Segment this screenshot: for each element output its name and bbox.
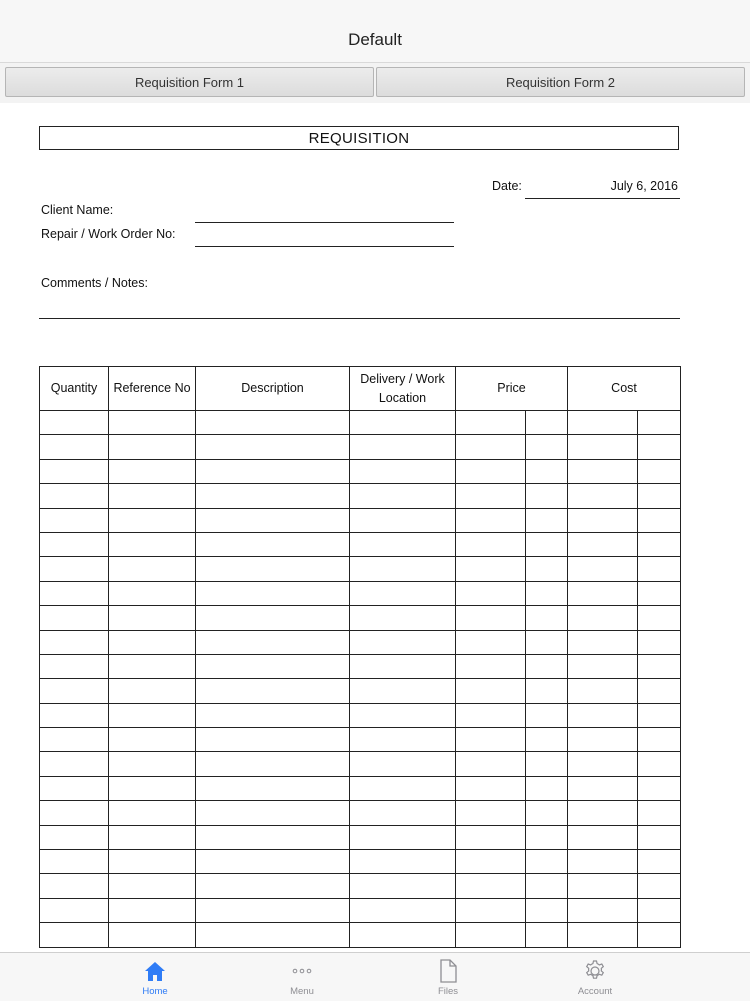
- table-row: [40, 654, 681, 678]
- table-cell[interactable]: [196, 557, 350, 581]
- table-cell[interactable]: [568, 508, 638, 532]
- table-cell[interactable]: [456, 874, 526, 898]
- table-cell[interactable]: [196, 874, 350, 898]
- work-order-field[interactable]: [195, 246, 454, 247]
- table-cell[interactable]: [40, 435, 109, 459]
- tab-files-label: Files: [437, 986, 459, 997]
- table-cell[interactable]: [638, 776, 681, 800]
- table-cell[interactable]: [568, 752, 638, 776]
- table-cell[interactable]: [638, 679, 681, 703]
- table-cell[interactable]: [109, 752, 196, 776]
- table-cell[interactable]: [109, 850, 196, 874]
- table-cell[interactable]: [568, 411, 638, 435]
- table-cell[interactable]: [568, 679, 638, 703]
- tab-home-label: Home: [142, 986, 168, 997]
- table-cell[interactable]: [456, 411, 526, 435]
- table-cell[interactable]: [568, 776, 638, 800]
- table-cell[interactable]: [350, 923, 456, 947]
- table-cell[interactable]: [568, 606, 638, 630]
- requisition-document: [0, 104, 750, 952]
- column-header-description: Description: [196, 367, 350, 411]
- table-cell[interactable]: [109, 776, 196, 800]
- table-cell[interactable]: [196, 606, 350, 630]
- table-cell[interactable]: [109, 557, 196, 581]
- table-cell[interactable]: [526, 728, 568, 752]
- table-cell[interactable]: [196, 630, 350, 654]
- table-cell[interactable]: [638, 898, 681, 922]
- tab-menu[interactable]: [242, 953, 362, 1001]
- table-cell[interactable]: [40, 411, 109, 435]
- table-cell[interactable]: [196, 484, 350, 508]
- table-cell[interactable]: [526, 898, 568, 922]
- table-cell[interactable]: [526, 874, 568, 898]
- table-row: [40, 459, 681, 483]
- table-cell[interactable]: [40, 606, 109, 630]
- table-cell[interactable]: [526, 557, 568, 581]
- table-row: [40, 752, 681, 776]
- table-cell[interactable]: [40, 776, 109, 800]
- table-cell[interactable]: [456, 825, 526, 849]
- table-cell[interactable]: [109, 825, 196, 849]
- column-header-reference-no: Reference No: [109, 367, 196, 411]
- table-cell[interactable]: [196, 435, 350, 459]
- table-cell[interactable]: [526, 654, 568, 678]
- table-cell[interactable]: [638, 581, 681, 605]
- table-cell[interactable]: [40, 679, 109, 703]
- table-cell[interactable]: [638, 923, 681, 947]
- table-cell[interactable]: [350, 654, 456, 678]
- date-underline: [525, 198, 680, 199]
- table-row: [40, 679, 681, 703]
- table-cell[interactable]: [638, 728, 681, 752]
- date-value[interactable]: July 6, 2016: [610, 179, 678, 193]
- table-cell[interactable]: [526, 581, 568, 605]
- table-cell[interactable]: [526, 411, 568, 435]
- table-cell[interactable]: [40, 630, 109, 654]
- table-cell[interactable]: [568, 728, 638, 752]
- table-cell[interactable]: [109, 484, 196, 508]
- table-cell[interactable]: [526, 801, 568, 825]
- table-cell[interactable]: [568, 850, 638, 874]
- table-cell[interactable]: [638, 850, 681, 874]
- table-cell[interactable]: [638, 532, 681, 556]
- table-cell[interactable]: [638, 557, 681, 581]
- table-cell[interactable]: [456, 484, 526, 508]
- table-cell[interactable]: [526, 923, 568, 947]
- table-cell[interactable]: [456, 923, 526, 947]
- table-cell[interactable]: [350, 557, 456, 581]
- table-cell[interactable]: [526, 752, 568, 776]
- table-cell[interactable]: [638, 874, 681, 898]
- table-cell[interactable]: [456, 435, 526, 459]
- table-row: [40, 923, 681, 947]
- table-cell[interactable]: [196, 411, 350, 435]
- table-cell[interactable]: [350, 850, 456, 874]
- table-cell[interactable]: [109, 728, 196, 752]
- table-cell[interactable]: [568, 630, 638, 654]
- table-cell[interactable]: [526, 484, 568, 508]
- gear-icon: [583, 958, 607, 984]
- table-cell[interactable]: [109, 411, 196, 435]
- table-cell[interactable]: [109, 923, 196, 947]
- client-name-field[interactable]: [195, 222, 454, 223]
- table-cell[interactable]: [40, 581, 109, 605]
- table-cell[interactable]: [196, 679, 350, 703]
- table-cell[interactable]: [350, 801, 456, 825]
- table-cell[interactable]: [350, 703, 456, 727]
- table-cell[interactable]: [109, 801, 196, 825]
- column-header-price: Price: [456, 367, 568, 411]
- table-cell[interactable]: [526, 679, 568, 703]
- table-cell[interactable]: [638, 606, 681, 630]
- table-cell[interactable]: [40, 703, 109, 727]
- table-cell[interactable]: [350, 508, 456, 532]
- table-cell[interactable]: [638, 411, 681, 435]
- table-cell[interactable]: [638, 703, 681, 727]
- table-row: [40, 728, 681, 752]
- table-cell[interactable]: [456, 654, 526, 678]
- table-cell[interactable]: [456, 679, 526, 703]
- table-cell[interactable]: [526, 508, 568, 532]
- form-selector: [0, 63, 750, 103]
- table-cell[interactable]: [456, 508, 526, 532]
- table-cell[interactable]: [40, 898, 109, 922]
- table-cell[interactable]: [568, 435, 638, 459]
- table-cell[interactable]: [568, 557, 638, 581]
- table-cell[interactable]: [196, 776, 350, 800]
- more-dots-icon: [290, 958, 314, 984]
- table-cell[interactable]: [109, 508, 196, 532]
- table-row: [40, 801, 681, 825]
- tab-menu-label: Menu: [290, 986, 314, 997]
- table-row: [40, 898, 681, 922]
- table-cell[interactable]: [456, 532, 526, 556]
- table-cell[interactable]: [456, 581, 526, 605]
- table-cell[interactable]: [350, 484, 456, 508]
- table-cell[interactable]: [40, 459, 109, 483]
- table-cell[interactable]: [350, 679, 456, 703]
- table-cell[interactable]: [456, 703, 526, 727]
- table-cell[interactable]: [350, 874, 456, 898]
- tab-files[interactable]: [388, 953, 508, 1001]
- table-cell[interactable]: [456, 898, 526, 922]
- column-header-quantity: Quantity: [40, 367, 109, 411]
- table-body: [40, 411, 681, 948]
- table-cell[interactable]: [350, 825, 456, 849]
- table-cell[interactable]: [109, 898, 196, 922]
- table-cell[interactable]: [40, 532, 109, 556]
- table-cell[interactable]: [638, 484, 681, 508]
- client-name-label: Client Name:: [41, 203, 114, 217]
- table-cell[interactable]: [109, 581, 196, 605]
- table-row: [40, 532, 681, 556]
- file-icon: [438, 958, 458, 984]
- table-cell[interactable]: [568, 703, 638, 727]
- table-cell[interactable]: [568, 484, 638, 508]
- table-row: [40, 606, 681, 630]
- table-cell[interactable]: [456, 801, 526, 825]
- table-cell[interactable]: [109, 630, 196, 654]
- table-row: [40, 874, 681, 898]
- table-cell[interactable]: [109, 654, 196, 678]
- segment-requisition-form-1[interactable]: Requisition Form 1: [5, 67, 374, 97]
- table-row: [40, 703, 681, 727]
- table-cell[interactable]: [196, 508, 350, 532]
- column-header-delivery-location: Delivery / Work Location: [350, 367, 456, 411]
- table-cell[interactable]: [109, 703, 196, 727]
- table-cell[interactable]: [526, 630, 568, 654]
- table-cell[interactable]: [526, 532, 568, 556]
- column-header-cost: Cost: [568, 367, 681, 411]
- table-row: [40, 825, 681, 849]
- table-cell[interactable]: [196, 898, 350, 922]
- table-cell[interactable]: [638, 435, 681, 459]
- navigation-bar: [0, 0, 750, 63]
- table-header-row: [40, 367, 681, 411]
- home-icon: [143, 958, 167, 984]
- table-cell[interactable]: [109, 435, 196, 459]
- table-cell[interactable]: [638, 801, 681, 825]
- table-cell[interactable]: [638, 508, 681, 532]
- table-row: [40, 411, 681, 435]
- table-cell[interactable]: [40, 557, 109, 581]
- table-cell[interactable]: [109, 532, 196, 556]
- table-cell[interactable]: [40, 874, 109, 898]
- table-cell[interactable]: [526, 776, 568, 800]
- table-cell[interactable]: [40, 801, 109, 825]
- table-cell[interactable]: [568, 581, 638, 605]
- table-cell[interactable]: [109, 606, 196, 630]
- table-cell[interactable]: [526, 435, 568, 459]
- table-cell[interactable]: [638, 630, 681, 654]
- table-cell[interactable]: [350, 728, 456, 752]
- date-label: Date:: [492, 179, 522, 193]
- table-cell[interactable]: [350, 581, 456, 605]
- table-row: [40, 484, 681, 508]
- tab-home[interactable]: [95, 953, 215, 1001]
- form-title: REQUISITION: [39, 126, 679, 150]
- table-cell[interactable]: [196, 703, 350, 727]
- table-cell[interactable]: [350, 435, 456, 459]
- table-row: [40, 850, 681, 874]
- table-cell[interactable]: [40, 850, 109, 874]
- table-cell[interactable]: [456, 752, 526, 776]
- table-cell[interactable]: [638, 654, 681, 678]
- table-cell[interactable]: [526, 825, 568, 849]
- table-cell[interactable]: [526, 606, 568, 630]
- table-cell[interactable]: [568, 923, 638, 947]
- table-cell[interactable]: [350, 459, 456, 483]
- table-cell[interactable]: [526, 459, 568, 483]
- table-cell[interactable]: [526, 703, 568, 727]
- table-cell[interactable]: [456, 630, 526, 654]
- table-cell[interactable]: [350, 532, 456, 556]
- table-cell[interactable]: [40, 654, 109, 678]
- segment-requisition-form-2[interactable]: Requisition Form 2: [376, 67, 745, 97]
- table-cell[interactable]: [196, 532, 350, 556]
- table-cell[interactable]: [568, 898, 638, 922]
- table-cell[interactable]: [456, 850, 526, 874]
- table-cell[interactable]: [456, 557, 526, 581]
- table-cell[interactable]: [40, 508, 109, 532]
- table-cell[interactable]: [456, 606, 526, 630]
- table-row: [40, 435, 681, 459]
- requisition-table: [39, 366, 681, 948]
- table-cell[interactable]: [526, 850, 568, 874]
- table-cell[interactable]: [196, 825, 350, 849]
- table-cell[interactable]: [568, 825, 638, 849]
- table-cell[interactable]: [196, 654, 350, 678]
- table-row: [40, 630, 681, 654]
- table-cell[interactable]: [196, 801, 350, 825]
- table-cell[interactable]: [109, 459, 196, 483]
- table-cell[interactable]: [196, 581, 350, 605]
- nav-title: Default: [348, 30, 402, 49]
- table-cell[interactable]: [40, 728, 109, 752]
- table-cell[interactable]: [196, 728, 350, 752]
- table-cell[interactable]: [456, 776, 526, 800]
- table-cell[interactable]: [40, 825, 109, 849]
- table-cell[interactable]: [109, 874, 196, 898]
- comments-field[interactable]: [39, 318, 680, 319]
- table-cell[interactable]: [568, 654, 638, 678]
- comments-label: Comments / Notes:: [41, 276, 148, 290]
- table-cell[interactable]: [350, 898, 456, 922]
- table-cell[interactable]: [109, 679, 196, 703]
- tab-account[interactable]: [535, 953, 655, 1001]
- table-row: [40, 776, 681, 800]
- table-cell[interactable]: [40, 752, 109, 776]
- table-cell[interactable]: [196, 459, 350, 483]
- tab-account-label: Account: [577, 986, 613, 997]
- table-cell[interactable]: [350, 411, 456, 435]
- table-cell[interactable]: [350, 606, 456, 630]
- table-cell[interactable]: [40, 484, 109, 508]
- table-cell[interactable]: [350, 752, 456, 776]
- table-cell[interactable]: [638, 825, 681, 849]
- table-cell[interactable]: [568, 801, 638, 825]
- table-row: [40, 581, 681, 605]
- table-cell[interactable]: [638, 752, 681, 776]
- work-order-label: Repair / Work Order No:: [41, 227, 176, 241]
- table-cell[interactable]: [456, 459, 526, 483]
- table-cell[interactable]: [568, 874, 638, 898]
- table-row: [40, 557, 681, 581]
- tab-bar: [0, 952, 750, 1001]
- table-cell[interactable]: [350, 630, 456, 654]
- table-cell[interactable]: [40, 923, 109, 947]
- table-cell[interactable]: [568, 459, 638, 483]
- table-row: [40, 508, 681, 532]
- table-cell[interactable]: [196, 752, 350, 776]
- table-cell[interactable]: [568, 532, 638, 556]
- table-cell[interactable]: [196, 850, 350, 874]
- table-cell[interactable]: [196, 923, 350, 947]
- table-cell[interactable]: [456, 728, 526, 752]
- table-cell[interactable]: [638, 459, 681, 483]
- table-cell[interactable]: [350, 776, 456, 800]
